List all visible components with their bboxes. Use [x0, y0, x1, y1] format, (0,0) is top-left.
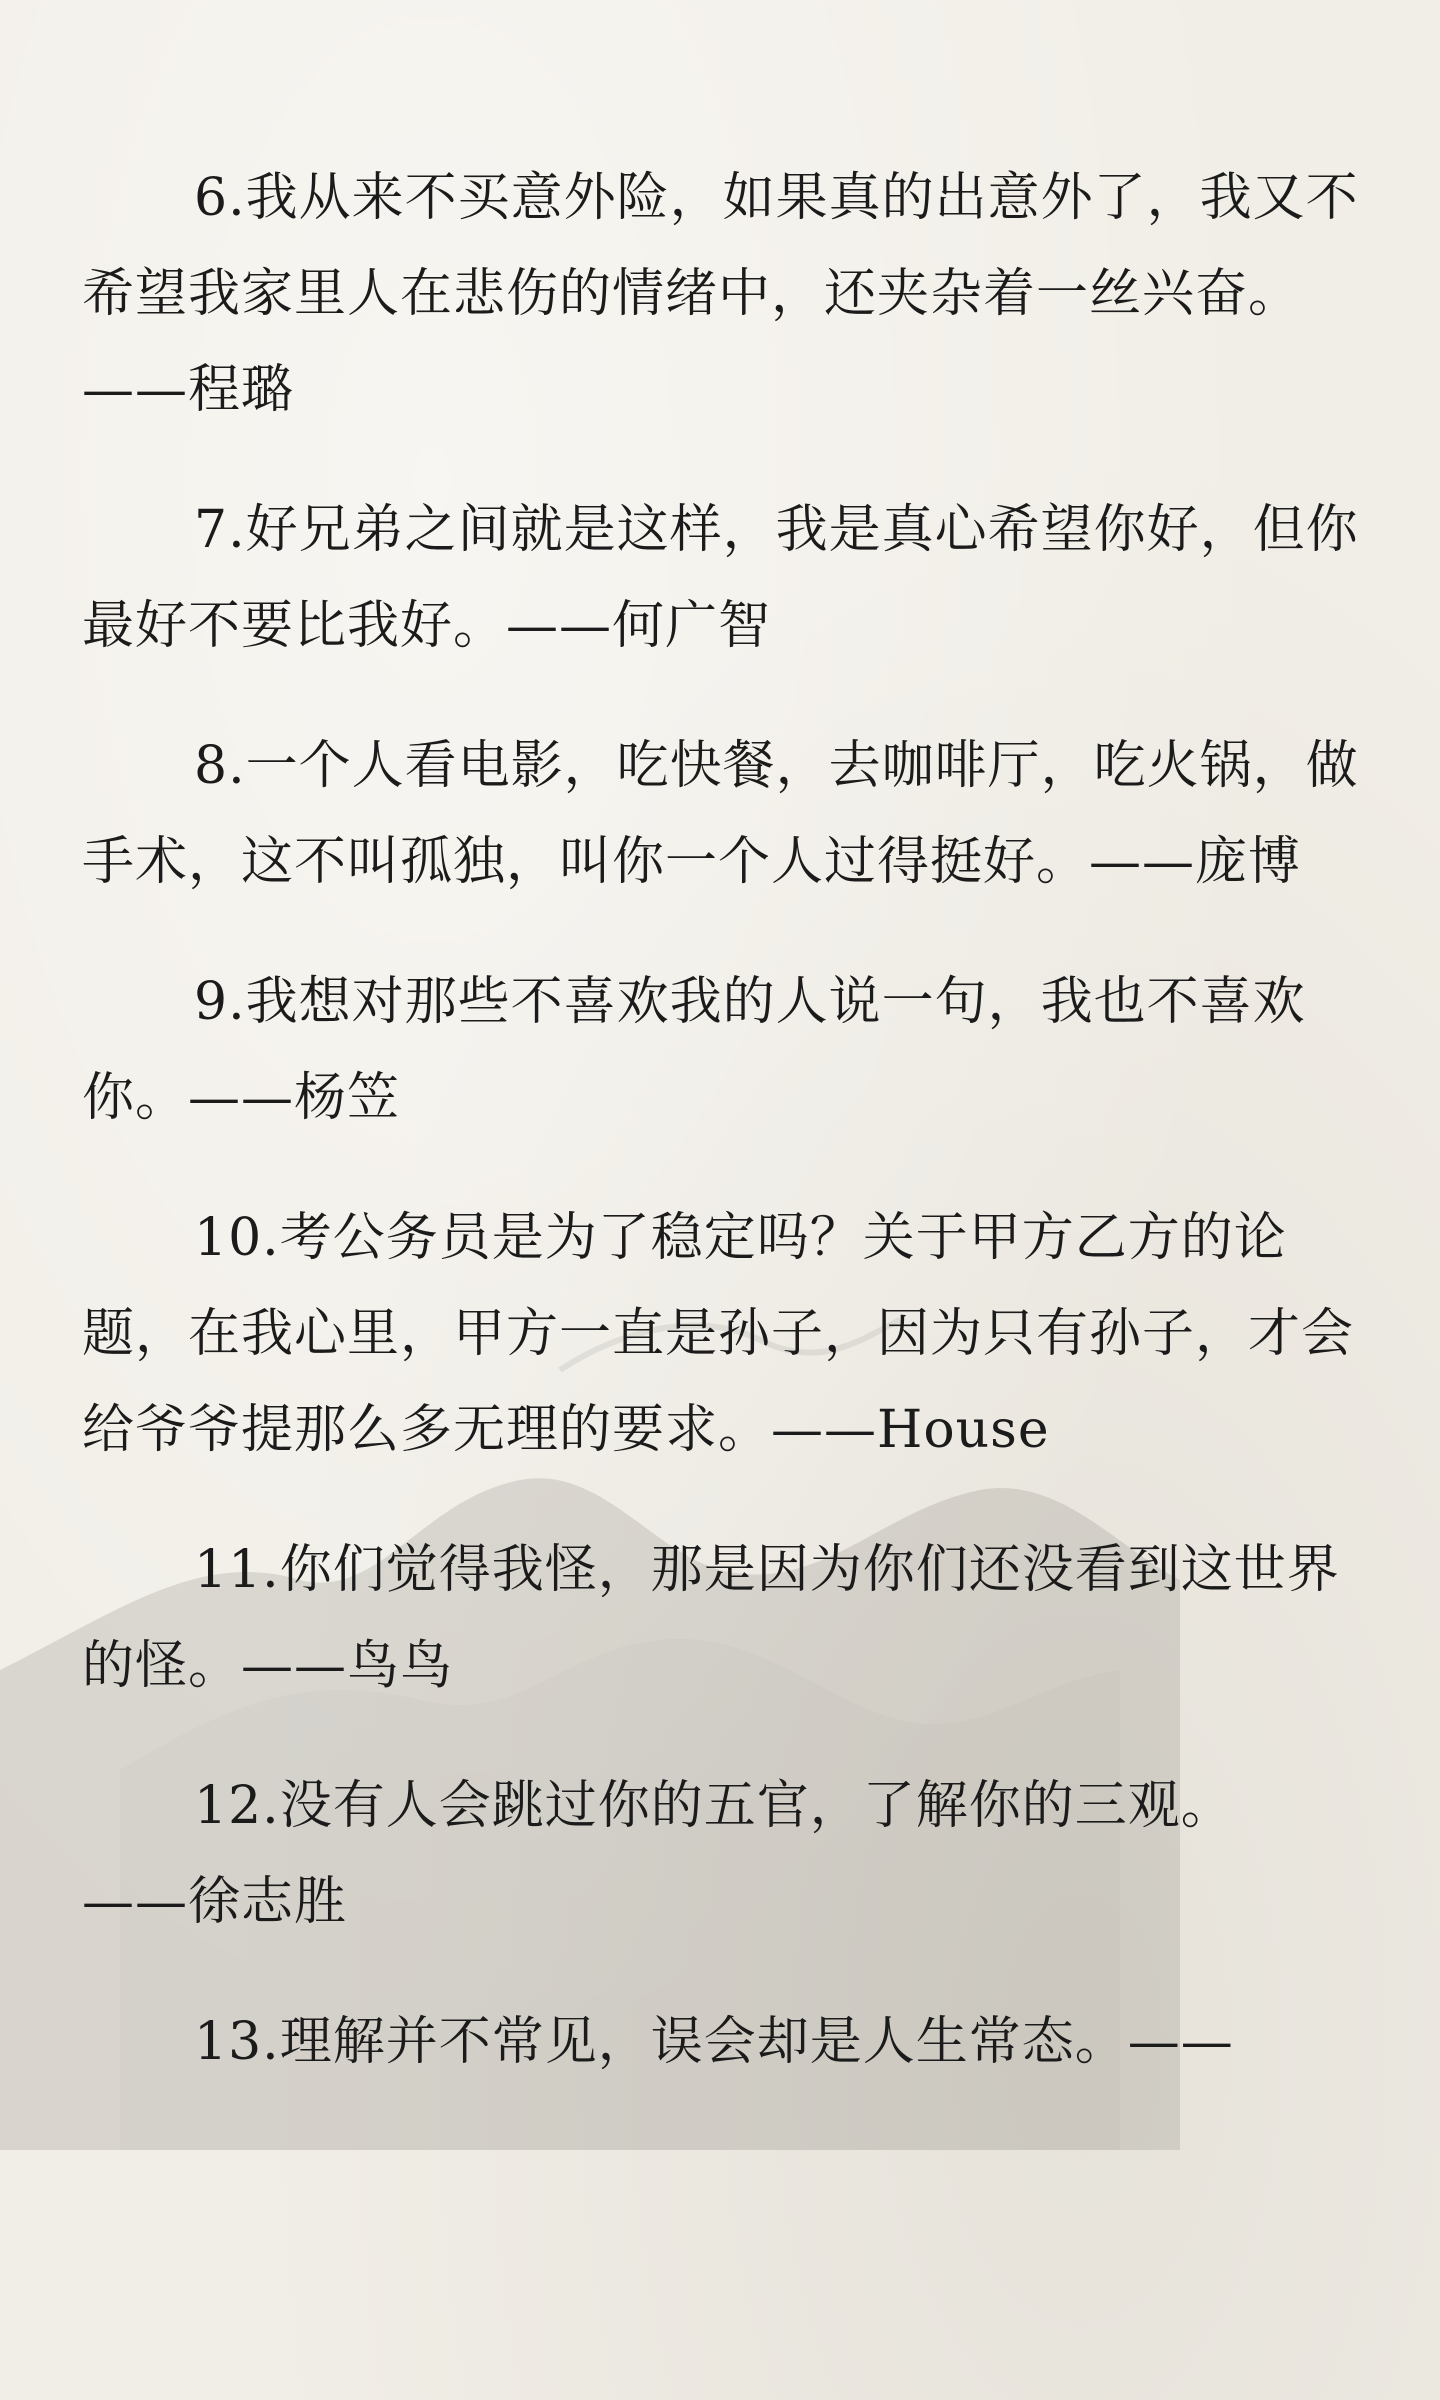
quote-author: ——何广智	[506, 596, 772, 656]
quote-paragraph	[82, 954, 1362, 1146]
quote-author: ——	[1127, 2012, 1234, 2072]
quote-text: 13.理解并不常见，误会却是人生常态。	[194, 2012, 1128, 2072]
quote-author: ——庞博	[1089, 832, 1302, 892]
quote-author: ——House	[771, 1400, 1050, 1460]
quote-author: ——鸟鸟	[241, 1636, 454, 1696]
quote-paragraph	[82, 718, 1362, 910]
quote-paragraph	[82, 1522, 1362, 1714]
quote-author: ——杨笠	[188, 1068, 401, 1128]
quote-text: 12.没有人会跳过你的五官，了解你的三观。	[194, 1776, 1234, 1836]
quote-text: 6.我从来不买意外险，如果真的出意外了，我又不希望我家里人在悲伤的情绪中，还夹杂着一丝兴奋。	[82, 168, 1359, 324]
quote-paragraph	[82, 1190, 1362, 1478]
quote-text: 9.我想对那些不喜欢我的人说一句，我也不喜欢你。	[82, 972, 1306, 1128]
quote-author: ——程璐	[82, 360, 295, 420]
quote-paragraph	[82, 150, 1362, 438]
quote-paragraph	[82, 1994, 1362, 2090]
quote-text: 11.你们觉得我怪，那是因为你们还没看到这世界的怪。	[82, 1540, 1340, 1696]
quote-paragraph	[82, 1758, 1362, 1950]
quote-paragraph	[82, 482, 1362, 674]
quote-text: 7.好兄弟之间就是这样，我是真心希望你好，但你最好不要比我好。	[82, 500, 1359, 656]
quote-text: 8.一个人看电影，吃快餐，去咖啡厅，吃火锅，做手术，这不叫孤独，叫你一个人过得挺好。	[82, 736, 1359, 892]
quotes-list	[82, 150, 1362, 2134]
quote-author: ——徐志胜	[82, 1872, 348, 1932]
quote-text: 10.考公务员是为了稳定吗？关于甲方乙方的论题，在我心里，甲方一直是孙子，因为只有孙子，才会给爷爷提那么多无理的要求。	[82, 1208, 1355, 1460]
